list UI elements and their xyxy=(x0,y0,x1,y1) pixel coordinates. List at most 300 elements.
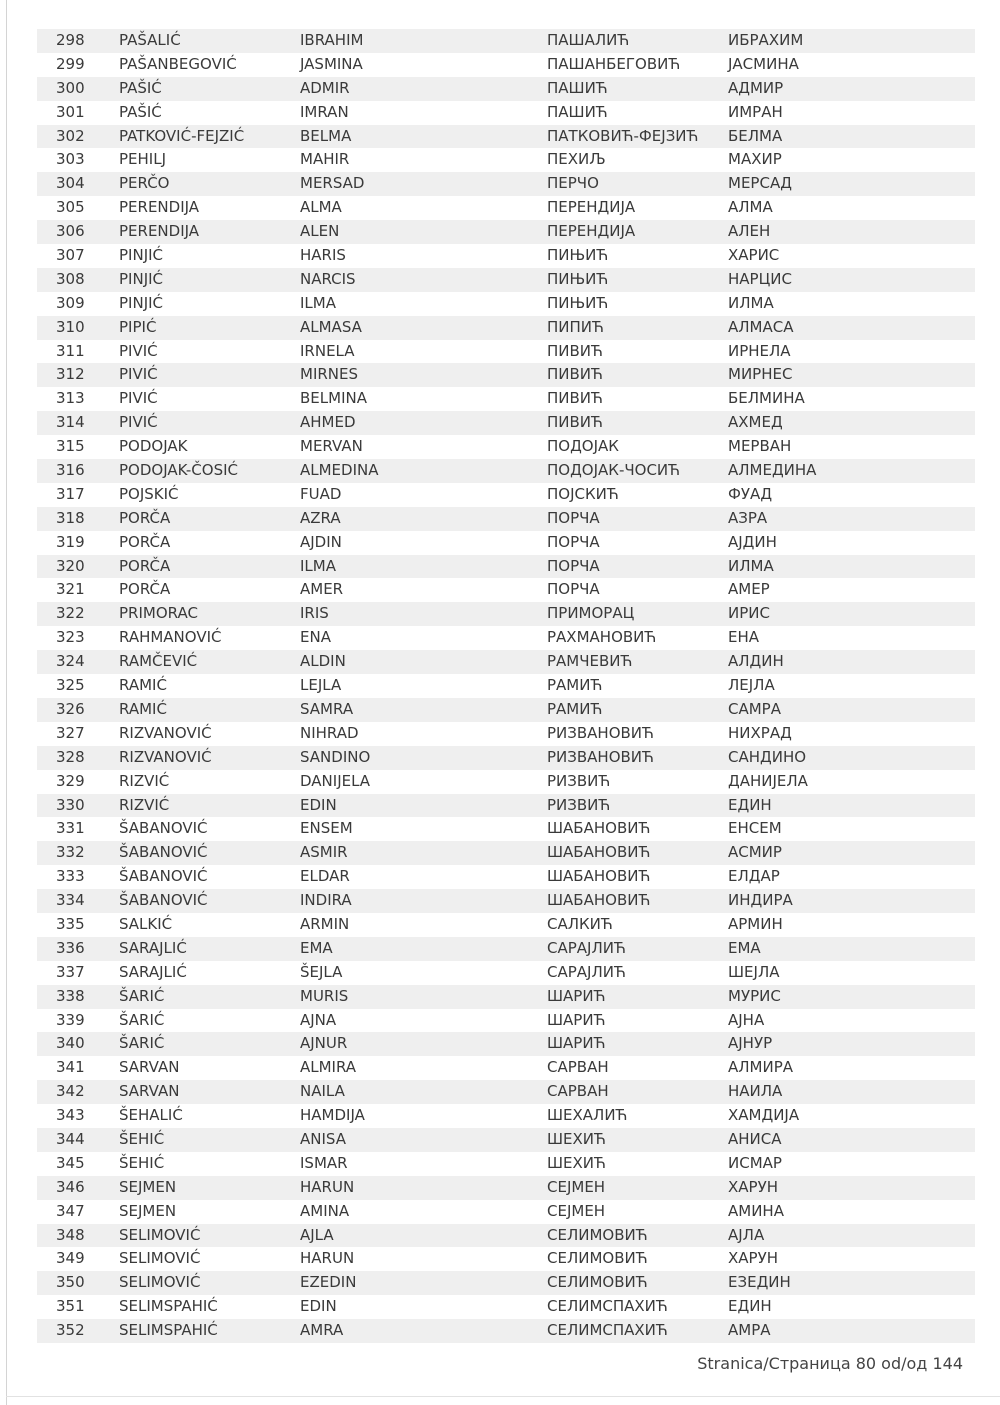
row-number: 342 xyxy=(56,1082,85,1101)
surname-cyrillic: ШАРИЋ xyxy=(547,1034,606,1053)
surname-latin: PINJIĆ xyxy=(119,269,164,288)
name-cyrillic: АРМИН xyxy=(728,914,783,933)
table-row xyxy=(37,674,975,698)
name-cyrillic: ДАНИЈЕЛА xyxy=(728,771,808,790)
table-row xyxy=(37,794,975,818)
surname-cyrillic: ПАШИЋ xyxy=(547,102,608,121)
surname-latin: RAMIĆ xyxy=(119,676,167,695)
surname-latin: PIVIĆ xyxy=(119,365,158,384)
surname-latin: POJSKIĆ xyxy=(119,484,179,503)
name-latin: ALMASA xyxy=(300,317,362,336)
surname-latin: RAMIĆ xyxy=(119,699,167,718)
name-cyrillic: АЗРА xyxy=(728,508,768,527)
table-row xyxy=(37,746,975,770)
name-latin: AZRA xyxy=(300,508,341,527)
name-cyrillic: АМЕР xyxy=(728,580,770,599)
name-cyrillic: АЛДИН xyxy=(728,652,784,671)
surname-cyrillic: ПЕРЕНДИЈА xyxy=(547,222,636,241)
name-cyrillic: ЕЗЕДИН xyxy=(728,1273,791,1292)
surname-latin: ŠARIĆ xyxy=(119,986,165,1005)
surname-latin: SELIMOVIĆ xyxy=(119,1249,201,1268)
name-latin: AJNA xyxy=(300,1010,337,1029)
surname-cyrillic: ПАТКОВИЋ-ФЕЈЗИЋ xyxy=(547,126,699,145)
name-latin: AHMED xyxy=(300,413,356,432)
surname-cyrillic: САРВАН xyxy=(547,1082,609,1101)
row-number: 300 xyxy=(56,78,85,97)
name-latin: EDIN xyxy=(300,795,337,814)
name-cyrillic: САНДИНО xyxy=(728,747,807,766)
name-cyrillic: МЕРВАН xyxy=(728,437,792,456)
table-row xyxy=(37,125,975,149)
name-latin: ALMA xyxy=(300,198,342,217)
name-latin: AJNUR xyxy=(300,1034,348,1053)
name-latin: EMA xyxy=(300,938,333,957)
table-row xyxy=(37,196,975,220)
name-latin: LEJLA xyxy=(300,676,342,695)
table-row xyxy=(37,292,975,316)
surname-latin: PERENDIJA xyxy=(119,222,200,241)
name-cyrillic: ИРИС xyxy=(728,604,770,623)
row-number: 338 xyxy=(56,986,85,1005)
table-row xyxy=(37,1319,975,1343)
surname-latin: ŠEHIĆ xyxy=(119,1129,165,1148)
table-row xyxy=(37,1176,975,1200)
surname-latin: SARVAN xyxy=(119,1058,180,1077)
surname-latin: RIZVIĆ xyxy=(119,795,170,814)
table-row xyxy=(37,722,975,746)
row-number: 321 xyxy=(56,580,85,599)
surname-latin: ŠABANOVIĆ xyxy=(119,867,208,886)
surname-latin: PINJIĆ xyxy=(119,293,164,312)
surname-latin: PORČA xyxy=(119,508,171,527)
surname-cyrillic: ШЕХИЋ xyxy=(547,1153,606,1172)
name-cyrillic: АЈЛА xyxy=(728,1225,765,1244)
name-latin: ADMIR xyxy=(300,78,350,97)
name-cyrillic: ИЛМА xyxy=(728,556,774,575)
name-cyrillic: САМРА xyxy=(728,699,781,718)
row-number: 329 xyxy=(56,771,85,790)
table-row xyxy=(37,29,975,53)
surname-cyrillic: РИЗВИЋ xyxy=(547,795,611,814)
row-number: 315 xyxy=(56,437,85,456)
names-table xyxy=(37,29,975,1343)
name-cyrillic: ИБРАХИМ xyxy=(728,31,804,49)
name-cyrillic: ХАРИС xyxy=(728,246,780,265)
name-cyrillic: АЛМАСА xyxy=(728,317,794,336)
name-latin: SAMRA xyxy=(300,699,354,718)
name-cyrillic: НИХРАД xyxy=(728,723,792,742)
surname-cyrillic: СЕЈМЕН xyxy=(547,1201,606,1220)
surname-cyrillic: РАМИЋ xyxy=(547,676,603,695)
name-latin: IRIS xyxy=(300,604,329,623)
table-row xyxy=(37,1224,975,1248)
name-cyrillic: АСМИР xyxy=(728,843,782,862)
surname-cyrillic: ШАБАНОВИЋ xyxy=(547,843,651,862)
name-cyrillic: ЈАСМИНА xyxy=(728,54,799,73)
table-row xyxy=(37,698,975,722)
surname-latin: SEJMEN xyxy=(119,1177,177,1196)
name-cyrillic: ЕДИН xyxy=(728,1297,772,1316)
name-latin: JASMINA xyxy=(300,54,363,73)
table-row xyxy=(37,770,975,794)
table-row xyxy=(37,1104,975,1128)
table-row xyxy=(37,889,975,913)
surname-latin: PRIMORAC xyxy=(119,604,198,623)
name-latin: INDIRA xyxy=(300,891,352,910)
row-number: 336 xyxy=(56,938,85,957)
name-latin: ENSEM xyxy=(300,819,353,838)
surname-cyrillic: ПИЊИЋ xyxy=(547,269,609,288)
table-row xyxy=(37,411,975,435)
surname-latin: PEHILJ xyxy=(119,150,167,169)
name-cyrillic: АЛМА xyxy=(728,198,773,217)
name-latin: ENA xyxy=(300,628,331,647)
name-latin: MIRNES xyxy=(300,365,359,384)
name-cyrillic: АЈДИН xyxy=(728,532,777,551)
table-row xyxy=(37,459,975,483)
name-latin: IBRAHIM xyxy=(300,31,364,49)
surname-cyrillic: СЕЛИМОВИЋ xyxy=(547,1249,648,1268)
surname-latin: SELIMSPAHIĆ xyxy=(119,1321,218,1340)
row-number: 322 xyxy=(56,604,85,623)
surname-cyrillic: РИЗВАНОВИЋ xyxy=(547,747,654,766)
name-cyrillic: АНИСА xyxy=(728,1129,782,1148)
table-row xyxy=(37,101,975,125)
name-latin: HARIS xyxy=(300,246,346,265)
table-row xyxy=(37,531,975,555)
name-cyrillic: ИМРАН xyxy=(728,102,783,121)
table-row xyxy=(37,937,975,961)
name-cyrillic: МИРНЕС xyxy=(728,365,793,384)
surname-cyrillic: ПОРЧА xyxy=(547,580,600,599)
name-cyrillic: ХАРУН xyxy=(728,1177,779,1196)
surname-latin: ŠEHALIĆ xyxy=(119,1106,183,1125)
surname-latin: ŠARIĆ xyxy=(119,1034,165,1053)
table-row xyxy=(37,1080,975,1104)
name-cyrillic: ИРНЕЛА xyxy=(728,341,791,360)
name-latin: ELDAR xyxy=(300,867,350,886)
table-row xyxy=(37,555,975,579)
table-row xyxy=(37,483,975,507)
row-number: 337 xyxy=(56,962,85,981)
name-cyrillic: АХМЕД xyxy=(728,413,783,432)
row-number: 323 xyxy=(56,628,85,647)
surname-cyrillic: РАМИЋ xyxy=(547,699,603,718)
surname-cyrillic: САРВАН xyxy=(547,1058,609,1077)
surname-cyrillic: ПАШИЋ xyxy=(547,78,608,97)
surname-cyrillic: РАХМАНОВИЋ xyxy=(547,628,657,647)
row-number: 333 xyxy=(56,867,85,886)
surname-latin: PORČA xyxy=(119,556,171,575)
name-latin: ISMAR xyxy=(300,1153,348,1172)
table-row xyxy=(37,985,975,1009)
name-latin: BELMA xyxy=(300,126,352,145)
surname-latin: RAMČEVIĆ xyxy=(119,652,198,671)
surname-latin: PIVIĆ xyxy=(119,341,158,360)
table-row xyxy=(37,148,975,172)
surname-latin: ŠARIĆ xyxy=(119,1010,165,1029)
name-latin: AJDIN xyxy=(300,532,342,551)
surname-cyrillic: САРАЈЛИЋ xyxy=(547,962,626,981)
table-row xyxy=(37,507,975,531)
name-cyrillic: ИСМАР xyxy=(728,1153,782,1172)
surname-cyrillic: САРАЈЛИЋ xyxy=(547,938,626,957)
row-number: 299 xyxy=(56,54,85,73)
row-number: 346 xyxy=(56,1177,85,1196)
row-number: 345 xyxy=(56,1153,85,1172)
name-latin: IMRAN xyxy=(300,102,349,121)
surname-cyrillic: ШЕХАЛИЋ xyxy=(547,1106,628,1125)
table-row xyxy=(37,268,975,292)
surname-cyrillic: САЛКИЋ xyxy=(547,914,613,933)
table-row xyxy=(37,172,975,196)
surname-latin: ŠEHIĆ xyxy=(119,1153,165,1172)
name-cyrillic: МУРИС xyxy=(728,986,781,1005)
surname-latin: SEJMEN xyxy=(119,1201,177,1220)
name-latin: MERVAN xyxy=(300,437,363,456)
name-latin: NIHRAD xyxy=(300,723,359,742)
name-cyrillic: ЕНА xyxy=(728,628,760,647)
surname-latin: PAŠALIĆ xyxy=(119,31,181,49)
name-latin: MAHIR xyxy=(300,150,350,169)
name-latin: HARUN xyxy=(300,1177,355,1196)
surname-cyrillic: ПЕРЕНДИЈА xyxy=(547,198,636,217)
row-number: 348 xyxy=(56,1225,85,1244)
row-number: 328 xyxy=(56,747,85,766)
table-row xyxy=(37,1200,975,1224)
surname-cyrillic: ПАШАНБЕГОВИЋ xyxy=(547,54,681,73)
surname-latin: SARAJLIĆ xyxy=(119,938,187,957)
row-number: 326 xyxy=(56,699,85,718)
row-number: 298 xyxy=(56,31,85,49)
surname-latin: PERČO xyxy=(119,174,170,193)
name-cyrillic: МАХИР xyxy=(728,150,782,169)
table-row xyxy=(37,316,975,340)
surname-cyrillic: СЕЈМЕН xyxy=(547,1177,606,1196)
table-row xyxy=(37,1009,975,1033)
surname-cyrillic: ШЕХИЋ xyxy=(547,1129,606,1148)
page-bottom-edge xyxy=(6,1396,1000,1397)
name-cyrillic: ЕЛДАР xyxy=(728,867,780,886)
name-latin: AMRA xyxy=(300,1321,344,1340)
name-latin: DANIJELA xyxy=(300,771,371,790)
surname-cyrillic: ПОДОЈАК-ЧОСИЋ xyxy=(547,461,680,480)
table-row xyxy=(37,53,975,77)
surname-latin: SARAJLIĆ xyxy=(119,962,187,981)
surname-latin: PORČA xyxy=(119,580,171,599)
surname-cyrillic: ПОРЧА xyxy=(547,508,600,527)
table-row xyxy=(37,1247,975,1271)
name-latin: BELMINA xyxy=(300,389,367,408)
name-latin: EDIN xyxy=(300,1297,337,1316)
row-number: 307 xyxy=(56,246,85,265)
row-number: 344 xyxy=(56,1129,85,1148)
row-number: 352 xyxy=(56,1321,85,1340)
row-number: 320 xyxy=(56,556,85,575)
row-number: 349 xyxy=(56,1249,85,1268)
table-row xyxy=(37,650,975,674)
surname-latin: PIPIĆ xyxy=(119,317,157,336)
surname-latin: SARVAN xyxy=(119,1082,180,1101)
table-row xyxy=(37,1295,975,1319)
name-latin: ALEN xyxy=(300,222,340,241)
row-number: 302 xyxy=(56,126,85,145)
row-number: 334 xyxy=(56,891,85,910)
name-latin: NAILA xyxy=(300,1082,345,1101)
table-row xyxy=(37,77,975,101)
surname-latin: SELIMOVIĆ xyxy=(119,1273,201,1292)
table-row xyxy=(37,363,975,387)
name-cyrillic: АЛМИРА xyxy=(728,1058,794,1077)
name-latin: HARUN xyxy=(300,1249,355,1268)
surname-cyrillic: ПИВИЋ xyxy=(547,413,603,432)
name-cyrillic: ИНДИРА xyxy=(728,891,793,910)
table-row xyxy=(37,1056,975,1080)
surname-latin: RIZVANOVIĆ xyxy=(119,747,212,766)
row-number: 325 xyxy=(56,676,85,695)
name-cyrillic: АЛЕН xyxy=(728,222,771,241)
row-number: 331 xyxy=(56,819,85,838)
surname-cyrillic: СЕЛИМСПАХИЋ xyxy=(547,1321,668,1340)
name-cyrillic: ИЛМА xyxy=(728,293,774,312)
table-row xyxy=(37,841,975,865)
name-cyrillic: АДМИР xyxy=(728,78,784,97)
table-row xyxy=(37,602,975,626)
row-number: 310 xyxy=(56,317,85,336)
page-number: Stranica/Страница 80 od/од 144 xyxy=(697,1354,963,1373)
surname-cyrillic: ПИВИЋ xyxy=(547,341,603,360)
surname-cyrillic: ПЕХИЉ xyxy=(547,150,606,169)
name-cyrillic: ЕМА xyxy=(728,938,761,957)
surname-cyrillic: РИЗВИЋ xyxy=(547,771,611,790)
row-number: 327 xyxy=(56,723,85,742)
row-number: 301 xyxy=(56,102,85,121)
surname-cyrillic: ПИЊИЋ xyxy=(547,246,609,265)
name-cyrillic: ЕДИН xyxy=(728,795,772,814)
surname-latin: PAŠIĆ xyxy=(119,78,162,97)
name-latin: ŠEJLA xyxy=(300,962,343,981)
name-latin: FUAD xyxy=(300,484,342,503)
surname-latin: RIZVIĆ xyxy=(119,771,170,790)
surname-latin: PIVIĆ xyxy=(119,413,158,432)
table-row xyxy=(37,1128,975,1152)
name-latin: ANISA xyxy=(300,1129,346,1148)
name-cyrillic: АМИНА xyxy=(728,1201,784,1220)
surname-cyrillic: ШАБАНОВИЋ xyxy=(547,819,651,838)
row-number: 340 xyxy=(56,1034,85,1053)
row-number: 332 xyxy=(56,843,85,862)
name-latin: SANDINO xyxy=(300,747,371,766)
row-number: 319 xyxy=(56,532,85,551)
surname-cyrillic: ШАРИЋ xyxy=(547,986,606,1005)
name-cyrillic: ФУАД xyxy=(728,484,773,503)
surname-latin: SALKIĆ xyxy=(119,914,173,933)
surname-latin: ŠABANOVIĆ xyxy=(119,891,208,910)
name-cyrillic: АЛМЕДИНА xyxy=(728,461,817,480)
surname-cyrillic: ШАРИЋ xyxy=(547,1010,606,1029)
surname-latin: SELIMOVIĆ xyxy=(119,1225,201,1244)
surname-latin: PINJIĆ xyxy=(119,246,164,265)
row-number: 312 xyxy=(56,365,85,384)
table-row xyxy=(37,244,975,268)
surname-latin: PATKOVIĆ-FEJZIĆ xyxy=(119,126,245,145)
name-cyrillic: БЕЛМА xyxy=(728,126,783,145)
name-cyrillic: АЈНУР xyxy=(728,1034,773,1053)
name-cyrillic: ХАРУН xyxy=(728,1249,779,1268)
row-number: 351 xyxy=(56,1297,85,1316)
surname-latin: RAHMANOVIĆ xyxy=(119,628,222,647)
surname-cyrillic: ПОДОЈАК xyxy=(547,437,619,456)
name-cyrillic: МЕРСАД xyxy=(728,174,792,193)
table-row xyxy=(37,340,975,364)
table-row xyxy=(37,1152,975,1176)
table-row xyxy=(37,220,975,244)
table-row xyxy=(37,913,975,937)
table-row xyxy=(37,626,975,650)
name-latin: AMER xyxy=(300,580,344,599)
surname-cyrillic: СЕЛИМОВИЋ xyxy=(547,1225,648,1244)
surname-cyrillic: ШАБАНОВИЋ xyxy=(547,867,651,886)
row-number: 311 xyxy=(56,341,85,360)
name-latin: ARMIN xyxy=(300,914,350,933)
surname-cyrillic: ПИВИЋ xyxy=(547,389,603,408)
surname-latin: PORČA xyxy=(119,532,171,551)
surname-cyrillic: ПОЈСКИЋ xyxy=(547,484,619,503)
name-cyrillic: АЈНА xyxy=(728,1010,765,1029)
row-number: 341 xyxy=(56,1058,85,1077)
table-row xyxy=(37,817,975,841)
name-latin: AJLA xyxy=(300,1225,334,1244)
surname-latin: PAŠANBEGOVIĆ xyxy=(119,54,237,73)
row-number: 343 xyxy=(56,1106,85,1125)
surname-cyrillic: ПАШАЛИЋ xyxy=(547,31,630,49)
name-cyrillic: НАРЦИС xyxy=(728,269,792,288)
name-latin: EZEDIN xyxy=(300,1273,357,1292)
surname-cyrillic: ПЕРЧО xyxy=(547,174,599,193)
table-row xyxy=(37,1032,975,1056)
row-number: 304 xyxy=(56,174,85,193)
name-latin: ALMIRA xyxy=(300,1058,357,1077)
name-latin: ILMA xyxy=(300,293,336,312)
table-row xyxy=(37,435,975,459)
name-latin: IRNELA xyxy=(300,341,355,360)
page-left-edge xyxy=(6,0,7,1405)
surname-latin: PODOJAK xyxy=(119,437,188,456)
row-number: 306 xyxy=(56,222,85,241)
name-latin: NARCIS xyxy=(300,269,356,288)
row-number: 309 xyxy=(56,293,85,312)
table-row xyxy=(37,578,975,602)
table-row xyxy=(37,865,975,889)
surname-cyrillic: ПИЊИЋ xyxy=(547,293,609,312)
name-cyrillic: БЕЛМИНА xyxy=(728,389,805,408)
name-latin: ILMA xyxy=(300,556,336,575)
surname-cyrillic: ПИВИЋ xyxy=(547,365,603,384)
surname-cyrillic: СЕЛИМОВИЋ xyxy=(547,1273,648,1292)
table-row xyxy=(37,387,975,411)
row-number: 318 xyxy=(56,508,85,527)
table-row xyxy=(37,1271,975,1295)
name-cyrillic: ХАМДИЈА xyxy=(728,1106,800,1125)
surname-cyrillic: РАМЧЕВИЋ xyxy=(547,652,633,671)
surname-cyrillic: СЕЛИМСПАХИЋ xyxy=(547,1297,668,1316)
name-latin: ALMEDINA xyxy=(300,461,379,480)
row-number: 324 xyxy=(56,652,85,671)
row-number: 305 xyxy=(56,198,85,217)
surname-cyrillic: ПОРЧА xyxy=(547,556,600,575)
name-latin: ALDIN xyxy=(300,652,346,671)
name-latin: AMINA xyxy=(300,1201,350,1220)
